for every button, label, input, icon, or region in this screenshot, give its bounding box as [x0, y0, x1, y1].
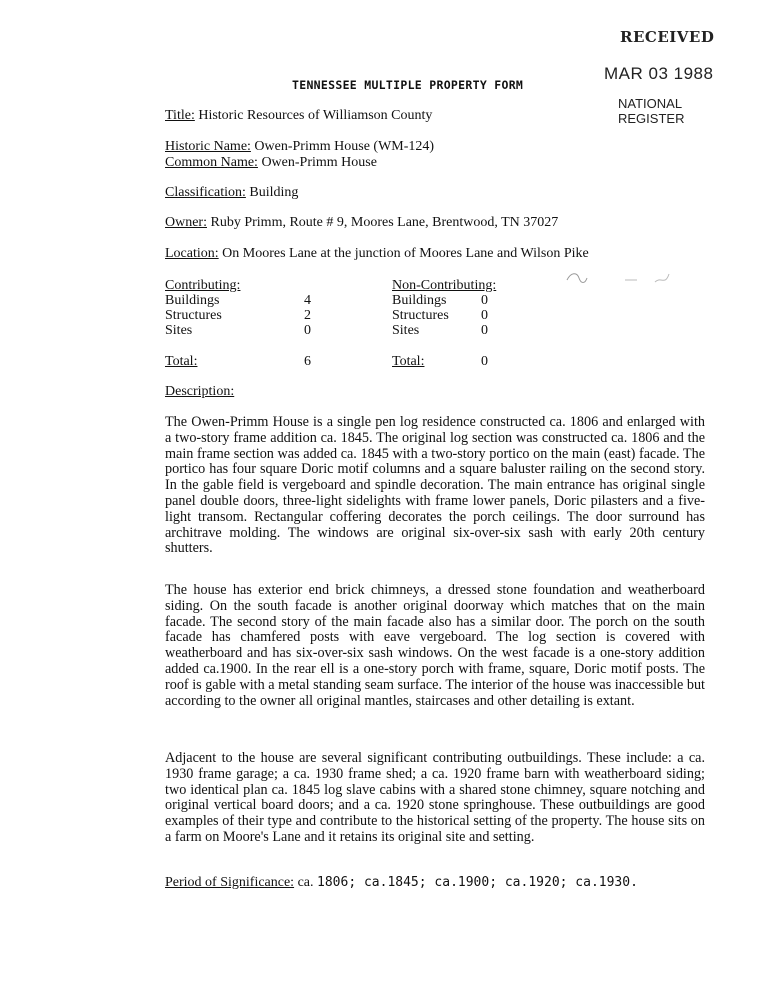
noncontrib-structures-value: 0 — [481, 308, 488, 323]
owner-label: Owner: — [165, 215, 207, 230]
scribble-graphic — [565, 268, 685, 290]
owner-value: Ruby Primm, Route # 9, Moores Lane, Brentwood, TN 37027 — [210, 215, 559, 230]
owner-row — [165, 215, 558, 231]
historic-name-value: Owen-Primm House (WM-124) — [254, 139, 435, 154]
description-paragraph-2: The house has exterior end brick chimneys, a dressed stone foundation and weatherboard siding. On the south facade is another original doorway which matches that on the main facade. The second story of the main facade also has a similar door. The porch on the south facade has chamfered posts with eave vergeboard. The log section is covered with weatherboard and has six-over-six sash windows. On the west facade is a one-story addition added ca.1900. In the rear ell is a one-story porch with frame, square, Doric motif posts. The roof is gable with a metal standing seam surface. The interior of the house was inaccessible but according to the owner all original mantles, staircases and other detailing is extant. — [165, 582, 705, 709]
period-prefix: ca. — [297, 875, 314, 890]
contrib-sites-label: Sites — [165, 323, 193, 338]
classification-row — [165, 185, 298, 201]
contrib-structures-label: Structures — [165, 308, 222, 323]
stamp-register: REGISTER — [618, 111, 685, 126]
description-paragraph-3: Adjacent to the house are several significant contributing outbuildings. These include: a ca. 1930 frame garage; a ca. 1930 frame shed; a ca. 1920 frame barn with weatherboard siding; two identical plan ca. 1845 log slave cabins with a shared stone chimney, square notching and original vertical board doors; and a ca. 1920 stone springhouse. These outbuildings are good examples of their type and contribute to the historical setting of the property. The house sits on a farm on Moore's Lane and it retains its original site and setting. — [165, 750, 705, 845]
title-row — [165, 108, 432, 124]
contrib-total-label: Total: — [165, 354, 198, 369]
contrib-total-value: 6 — [304, 354, 311, 369]
noncontrib-buildings-value: 0 — [481, 293, 488, 308]
contributing-heading: Contributing: — [165, 278, 241, 293]
description-heading: Description: — [165, 384, 235, 399]
common-name-value: Owen-Primm House — [261, 155, 377, 170]
contrib-buildings-value: 4 — [304, 293, 311, 308]
noncontrib-total-value: 0 — [481, 354, 488, 369]
received-stamp: RECEIVED — [620, 28, 715, 46]
non-contributing-heading: Non-Contributing: — [392, 278, 497, 293]
description-paragraph-1: The Owen-Primm House is a single pen log residence constructed ca. 1806 and enlarged with a two-story frame addition ca. 1845. The original log section was constructed ca. 1806 and the main frame section was added ca. 1845 with a two-story portico on the main (east) facade. The portico has four square Doric motif columns and a square baluster railing on the second story. In the gable field is vergeboard and spindle decoration. The main entrance has original single panel double doors, three-light sidelights with frame lower panels, Doric pilasters and a five-light transom. Rectangular coffering decorates the porch ceilings. The door surround has architrave molding. The windows are original six-over-six sash with early 20th century shutters. — [165, 414, 705, 557]
noncontrib-structures-label: Structures — [392, 308, 449, 323]
classification-value: Building — [249, 185, 299, 200]
location-row — [165, 246, 589, 262]
form-title: TENNESSEE MULTIPLE PROPERTY FORM — [292, 78, 524, 92]
stamp-national: NATIONAL — [618, 96, 683, 111]
contrib-structures-value: 2 — [304, 308, 311, 323]
common-name-row — [165, 155, 377, 171]
location-value: On Moores Lane at the junction of Moores Lane and Wilson Pike — [222, 246, 589, 261]
noncontrib-buildings-label: Buildings — [392, 293, 447, 308]
common-name-label: Common Name: — [165, 155, 258, 170]
handwritten-mark — [565, 268, 685, 294]
period-label: Period of Significance: — [165, 875, 295, 890]
historic-name-row — [165, 139, 434, 155]
title-value: Historic Resources of Williamson County — [198, 108, 433, 123]
historic-name-label: Historic Name: — [165, 139, 251, 154]
noncontrib-sites-value: 0 — [481, 323, 488, 338]
noncontrib-sites-label: Sites — [392, 323, 420, 338]
period-value: 1806; ca.1845; ca.1900; ca.1920; ca.1930. — [317, 875, 638, 890]
received-date: MAR 03 1988 — [604, 64, 714, 83]
contrib-buildings-label: Buildings — [165, 293, 220, 308]
location-label: Location: — [165, 246, 219, 261]
noncontrib-total-label: Total: — [392, 354, 425, 369]
period-row — [165, 875, 638, 891]
title-label: Title: — [165, 108, 195, 123]
classification-label: Classification: — [165, 185, 246, 200]
contrib-sites-value: 0 — [304, 323, 311, 338]
